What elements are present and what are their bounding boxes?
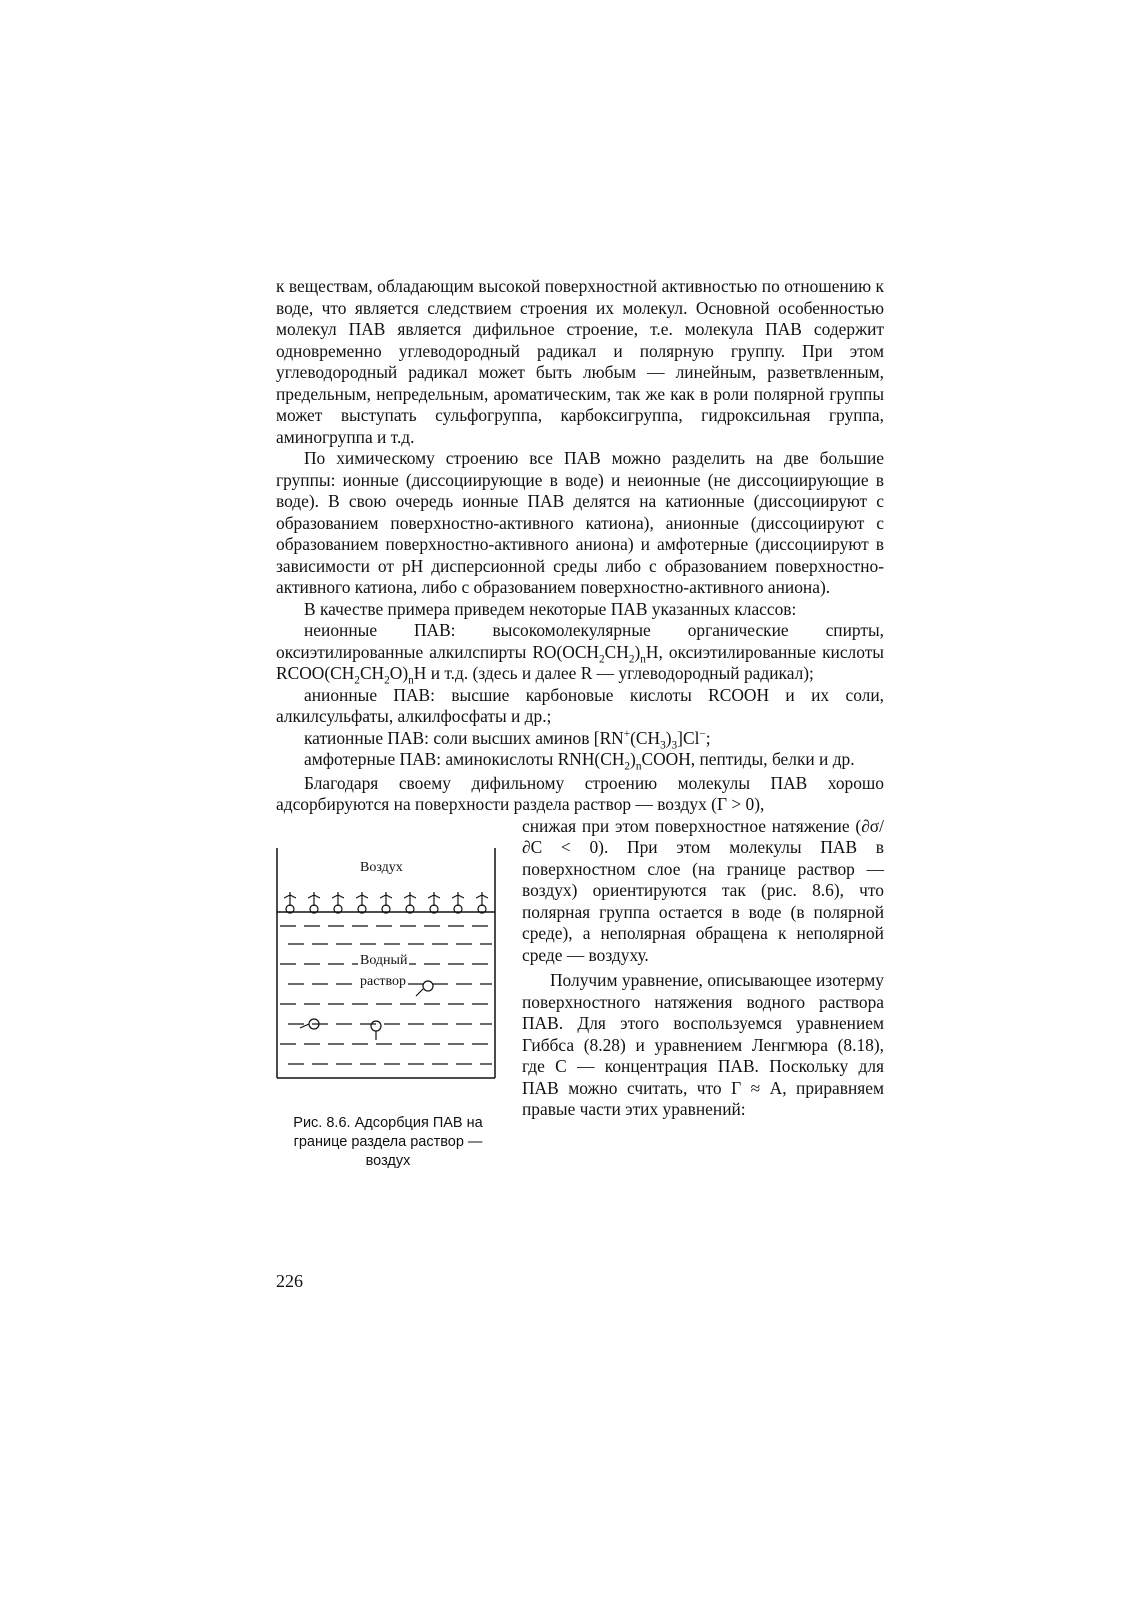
label-air: Воздух [360,859,403,875]
paragraph-orientation: снижая при этом поверхностное натяжение (∂σ/∂C < 0). При этом молекулы ПАВ в поверхностном слое (на границе раствор — воздух) ориентируются так (рис. 8.6), что полярная группа остается в воде (в полярной среде), а неполярная обращена к неполярной среде — воздуху. [522,815,884,965]
page-body [276,276,884,1169]
paragraph-nonionic: неионные ПАВ: высокомолекулярные органические спирты, оксиэтилированные алкилспирты $RO(OCH_2CH_2)_nH$, оксиэтилированные кислоты $RCOO(CH_2CH_2O)_nH$ и т.д. (здесь и далее R — углеводородный радикал); [276,620,884,687]
paragraph-adsorption: Благодаря своему дифильному строению молекулы ПАВ хорошо адсорбируются на поверхности раздела раствор — воздух (Г > 0), [276,772,884,814]
water-dash-lines [280,926,492,1064]
right-column [522,816,884,1121]
paragraph-examples-intro: В качестве примера приведем некоторые ПАВ указанных классов: [304,598,797,619]
paragraph-cationic: катионные ПАВ: соли высших аминов $[RN^+(CH_3)_3]Cl^-$; [304,727,711,751]
surfactant-molecules [284,892,488,913]
paragraph-anionic: анионные ПАВ: высшие карбоновые кислоты RCOOH и их соли, алкилсульфаты, алкилфосфаты и др.; [276,684,884,726]
paragraph-amphoteric: амфотерные ПАВ: аминокислоты $RNH(CH_2)_nCOOH$, пептиды, белки и др. [304,749,855,773]
label-water-1: Водный [360,952,408,968]
figure-wrap-area [276,815,884,1169]
paragraph-equation: Получим уравнение, описывающее изотерму поверхностного натяжения водного раствора ПАВ. Для этого воспользуемся уравнением Гиббса (8.28) и уравнением Ленгмюра (8.18), где C — концентрация ПАВ. Поскольку для ПАВ можно считать, что Г ≈ A, приравняем правые части этих уравнений: [522,970,884,1119]
page-number: 226 [276,1271,303,1291]
figure-caption: Рис. 8.6. Адсорбция ПАВ на границе раздела раствор — воздух [293,1114,483,1169]
paragraph-intro: к веществам, обладающим высокой поверхностной активностью по отношению к воде, что является следствием строения их молекул. Основной особенностью молекул ПАВ является дифильное строение, т.е. молекула ПАВ содержит одновременно углеводородный радикал и полярную группу. При этом углеводородный радикал может быть любым — линейным, разветвленным, предельным, непредельным, ароматическим, так же как в роли полярной группы может выступать сульфогруппа, карбоксигруппа, гидроксильная группа, аминогруппа и т.д. [276,276,884,447]
label-water-2: раствор [360,973,407,989]
paragraph-classification: По химическому строению все ПАВ можно разделить на две большие группы: ионные (диссоциирующие в воде) и неионные (не диссоциирующие в воде). В свою очередь ионные ПАВ делятся на катионные (диссоциируют с образованием поверхностно-активного катиона), анионные (диссоциируют с образованием поверхностно-активного аниона) и амфотерные (диссоциируют в зависимости от pH дисперсионной среды либо с образованием поверхностно-активного катиона, либо с образованием поверхностно-активного аниона). [276,448,884,597]
figure-8-6 [276,846,500,1169]
